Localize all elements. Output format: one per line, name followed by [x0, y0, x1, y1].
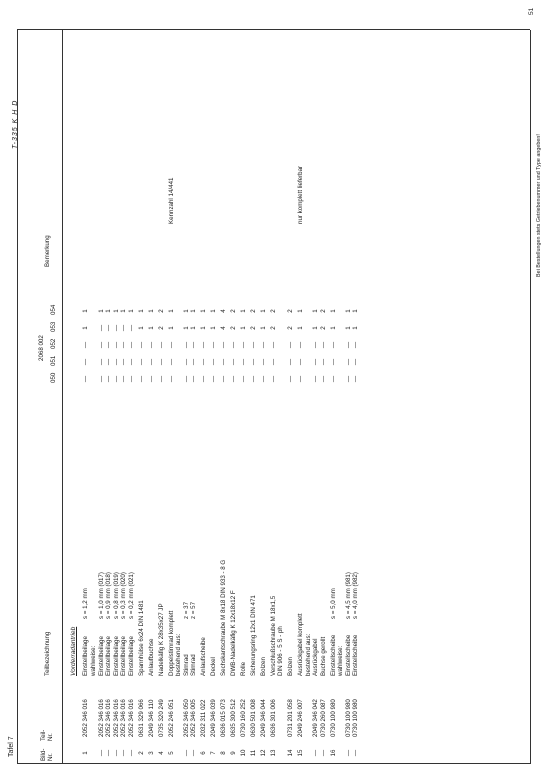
row-qty-054: 1 [352, 309, 360, 313]
row-qty-052: — [182, 341, 190, 349]
row-qty-051: — [319, 358, 327, 366]
row-qty-050: — [147, 375, 155, 383]
row-qty-052: — [82, 341, 90, 349]
row-teilbezeichnung: DIN 906 - 5 S - ph [277, 626, 285, 676]
row-bild-nr: 13 [269, 749, 277, 757]
section-title: Vorderradantrieb [70, 626, 77, 676]
row-spec: s = 4,0 mm (982) [352, 572, 360, 619]
row-qty-054: 1 [329, 309, 337, 313]
row-teilbezeichnung: Bolzen [287, 657, 295, 676]
row-qty-054: 1 [147, 309, 155, 313]
row-qty-052: — [167, 341, 175, 349]
row-qty-052: — [190, 341, 198, 349]
row-qty-052: — [239, 341, 247, 349]
row-teil-nr: 2049 346 039 [210, 699, 218, 737]
row-bild-nr: — [97, 749, 105, 757]
row-bild-nr: — [312, 749, 320, 757]
row-qty-054: 1 [97, 309, 105, 313]
row-qty-050: — [239, 375, 247, 383]
row-qty-054: 1 [239, 309, 247, 313]
table-bottom-rule [530, 30, 531, 764]
row-qty-053: 1 [137, 326, 145, 330]
row-qty-050: — [210, 375, 218, 383]
row-qty-054: 1 [137, 309, 145, 313]
row-teil-nr: 0730 260 087 [319, 699, 327, 737]
row-bemerkung: Kennzahl 14/441 [167, 177, 175, 224]
row-bild-nr: 1 [82, 751, 90, 755]
row-bild-nr: 2 [137, 751, 145, 755]
row-teil-nr: 2052 246 051 [167, 699, 175, 737]
row-teilbezeichnung: DWB-Nadelkäfig K 12x18x12 F [229, 590, 237, 676]
row-qty-050: — [352, 375, 360, 383]
header-col-051: 051 [50, 355, 57, 366]
row-spec: s = 0,9 mm (018) [105, 572, 113, 619]
row-teil-nr: 0730 100 980 [329, 699, 337, 737]
row-qty-053: 2 [249, 326, 257, 330]
row-bild-nr: 16 [329, 749, 337, 757]
row-qty-050: — [200, 375, 208, 383]
document-title: T-335 K H D [12, 99, 19, 149]
table-top-rule [17, 30, 18, 764]
row-teilbezeichnung: wahlweise: [337, 645, 345, 676]
row-qty-054: 1 [167, 309, 175, 313]
row-qty-052: — [105, 341, 113, 349]
row-teil-nr: 2049 346 044 [259, 699, 267, 737]
page-number: 51 [528, 7, 535, 15]
row-teilbezeichnung: Einstellbeilage [82, 636, 90, 676]
row-qty-054: 1 [344, 309, 352, 313]
row-teilbezeichnung: Ausrückgabel [312, 638, 320, 676]
row-qty-054: 1 [200, 309, 208, 313]
row-bild-nr: 5 [167, 751, 175, 755]
row-qty-054: 4 [220, 309, 227, 313]
row-teil-nr: 2032 311 022 [200, 699, 208, 737]
row-qty-050: — [269, 375, 277, 383]
row-qty-053: 2 [229, 326, 237, 330]
row-qty-050: — [167, 375, 175, 383]
row-teilbezeichnung: Einstellbeilage [112, 636, 120, 676]
row-qty-054: 1 [210, 309, 218, 313]
row-qty-053: 1 [167, 326, 175, 330]
row-spec: s = 5,0 mm [329, 588, 337, 619]
row-teilbezeichnung: Buchse gerollt [319, 636, 327, 676]
row-qty-052: — [200, 341, 208, 349]
row-teil-nr: 0731 201 058 [287, 699, 295, 737]
row-teilbezeichnung: Anlaufbuchse [147, 638, 155, 676]
row-qty-054: 1 [190, 309, 198, 313]
row-qty-054: 1 [120, 309, 128, 313]
header-bemerkung: Bemerkung [44, 235, 51, 267]
header-col-054: 054 [50, 304, 57, 315]
row-qty-053: 1 [200, 326, 208, 330]
row-qty-053: 1 [312, 326, 320, 330]
row-bild-nr: 10 [239, 749, 247, 757]
table-left-rule [17, 763, 530, 764]
row-qty-053: — [105, 324, 113, 332]
row-qty-053: 1 [259, 326, 267, 330]
row-qty-050: — [97, 375, 105, 383]
row-qty-052: — [127, 341, 135, 349]
row-bild-nr: 12 [259, 749, 267, 757]
row-teil-nr: 0636 301 006 [269, 699, 277, 737]
row-teil-nr: 0730 100 980 [344, 699, 352, 737]
row-teilbezeichnung: Einstellbeilage [120, 636, 128, 676]
row-teilbezeichnung: Einstellscheibe [344, 634, 352, 676]
row-qty-053: — [120, 324, 128, 332]
row-bild-nr: — [105, 749, 113, 757]
row-teilbezeichnung: Sechskantschraube M 8x18 DIN 933 - 8 G [220, 559, 227, 676]
header-group: 2068 002 [38, 335, 45, 361]
row-qty-054: 1 [82, 309, 90, 313]
row-qty-053: — [97, 324, 105, 332]
row-qty-051: — [97, 358, 105, 366]
row-spec: s = 1,0 mm (017) [97, 572, 105, 619]
row-qty-051: — [210, 358, 218, 366]
row-teilbezeichnung: Stirnrad [190, 654, 198, 676]
row-teilbezeichnung: Anlaufscheibe [200, 637, 208, 676]
row-qty-053: 2 [157, 326, 165, 330]
row-teilbezeichnung: Stirnrad [182, 654, 190, 676]
row-spec: s = 0,3 mm (020) [120, 572, 128, 619]
header-bild-nr-line2: Nr. [47, 753, 54, 761]
table-right-rule [17, 29, 530, 30]
footnote: Bei Bestellungen stets Getriebenummer und Type angeben! [536, 134, 542, 277]
row-qty-050: — [127, 375, 135, 383]
row-qty-052: — [229, 341, 237, 349]
row-bild-nr: — [127, 749, 135, 757]
row-qty-052: — [120, 341, 128, 349]
row-bemerkung: nur komplett lieferbar [297, 165, 305, 224]
row-teil-nr: 2052 346 016 [105, 699, 113, 737]
row-qty-051: — [220, 358, 227, 366]
header-col-052: 052 [50, 338, 57, 349]
row-qty-052: — [312, 341, 320, 349]
row-qty-050: — [319, 375, 327, 383]
row-qty-052: — [329, 341, 337, 349]
row-qty-050: — [312, 375, 320, 383]
row-teilbezeichnung: Einstellbeilage [97, 636, 105, 676]
row-teilbezeichnung: wahlweise: [89, 645, 97, 676]
row-qty-052: — [220, 341, 227, 349]
row-qty-051: — [112, 358, 120, 366]
row-teil-nr: 2052 346 005 [190, 699, 198, 737]
row-qty-053: 1 [344, 326, 352, 330]
row-qty-051: — [259, 358, 267, 366]
row-teil-nr: 2052 346 016 [97, 699, 105, 737]
row-qty-052: — [97, 341, 105, 349]
row-bild-nr: — [112, 749, 120, 757]
row-qty-053: — [127, 324, 135, 332]
row-teilbezeichnung: Ausrückgabel komplett [297, 613, 305, 676]
row-teilbezeichnung: Sicherungsring 12x1 DIN 471 [249, 595, 257, 676]
row-qty-053: 4 [220, 326, 227, 330]
row-teil-nr: 0730 160 252 [239, 699, 247, 737]
row-qty-051: — [239, 358, 247, 366]
row-bild-nr: 11 [249, 749, 257, 757]
row-qty-054: 2 [269, 309, 277, 313]
row-bild-nr: — [344, 749, 352, 757]
row-spec: z = 57 [190, 601, 198, 619]
row-qty-050: — [259, 375, 267, 383]
row-qty-052: — [259, 341, 267, 349]
row-qty-051: — [120, 358, 128, 366]
row-teilbezeichnung: Einstellscheibe [329, 634, 337, 676]
row-qty-050: — [220, 375, 227, 383]
row-qty-051: — [127, 358, 135, 366]
header-teil-nr-line1: Teil- [40, 729, 47, 741]
row-teilbezeichnung: Rolle [239, 661, 247, 676]
row-teil-nr: 0730 100 980 [352, 699, 360, 737]
row-qty-053: 2 [269, 326, 277, 330]
header-bottom-rule [62, 30, 63, 764]
header-teilbezeichnung: Teilbezeichnung [44, 631, 51, 676]
row-qty-054: 1 [312, 309, 320, 313]
row-bild-nr: — [120, 749, 128, 757]
row-qty-054: 2 [287, 309, 295, 313]
row-qty-054: 1 [127, 309, 135, 313]
row-bild-nr: — [352, 749, 360, 757]
row-qty-052: — [137, 341, 145, 349]
row-qty-051: — [182, 358, 190, 366]
row-spec: s = 0,2 mm (021) [127, 572, 135, 619]
row-bild-nr: — [190, 749, 198, 757]
row-teilbezeichnung: Nadelkäfig K 28x35x27 JP [157, 603, 165, 676]
row-teil-nr: 0630 501 008 [249, 699, 257, 737]
row-teil-nr: 2052 346 016 [82, 699, 90, 737]
row-qty-054: 1 [105, 309, 113, 313]
row-qty-053: 2 [287, 326, 295, 330]
row-qty-054: 2 [229, 309, 237, 313]
row-qty-050: — [82, 375, 90, 383]
row-qty-051: — [269, 358, 277, 366]
row-qty-050: — [297, 375, 305, 383]
row-spec: s = 4,5 mm (981) [344, 572, 352, 619]
row-qty-051: — [167, 358, 175, 366]
header-teil-nr-line2: Nr. [47, 733, 54, 741]
row-qty-051: — [249, 358, 257, 366]
row-qty-050: — [157, 375, 165, 383]
row-qty-051: — [344, 358, 352, 366]
row-qty-051: — [147, 358, 155, 366]
row-qty-052: — [344, 341, 352, 349]
row-qty-051: — [229, 358, 237, 366]
row-teilbezeichnung: bestehend aus: [175, 633, 183, 676]
row-bild-nr: 14 [287, 749, 295, 757]
row-qty-050: — [229, 375, 237, 383]
row-qty-052: — [249, 341, 257, 349]
row-qty-054: 1 [182, 309, 190, 313]
row-qty-053: 1 [329, 326, 337, 330]
row-teil-nr: 2052 346 016 [127, 699, 135, 737]
row-qty-051: — [82, 358, 90, 366]
row-qty-052: — [352, 341, 360, 349]
row-qty-051: — [105, 358, 113, 366]
row-bild-nr: 7 [210, 751, 218, 755]
row-teilbezeichnung: Bolzen [259, 657, 267, 676]
row-teil-nr: 2052 346 016 [120, 699, 128, 737]
row-bild-nr: 4 [157, 751, 165, 755]
row-qty-052: — [112, 341, 120, 349]
row-qty-051: — [352, 358, 360, 366]
row-qty-051: — [157, 358, 165, 366]
row-qty-052: — [319, 341, 327, 349]
row-qty-051: — [137, 358, 145, 366]
row-qty-050: — [182, 375, 190, 383]
row-qty-053: — [112, 324, 120, 332]
row-qty-053: 1 [82, 326, 90, 330]
row-bild-nr: 8 [220, 751, 227, 755]
row-qty-050: — [249, 375, 257, 383]
row-bild-nr: — [319, 749, 327, 757]
row-teil-nr: 0631 329 066 [137, 699, 145, 737]
row-qty-050: — [112, 375, 120, 383]
row-bild-nr: — [182, 749, 190, 757]
header-bild-nr-line1: Bild- [40, 748, 47, 761]
row-teil-nr: 0735 320 249 [157, 699, 165, 737]
row-qty-053: 1 [352, 326, 360, 330]
row-qty-051: — [200, 358, 208, 366]
row-bild-nr: 9 [229, 751, 237, 755]
row-qty-052: — [210, 341, 218, 349]
row-bild-nr: 15 [297, 749, 305, 757]
header-col-053: 053 [50, 321, 57, 332]
row-qty-050: — [329, 375, 337, 383]
row-teilbezeichnung: Doppelstirnrad komplett [167, 610, 175, 676]
row-qty-053: 1 [239, 326, 247, 330]
row-qty-054: 1 [112, 309, 120, 313]
row-qty-054: 1 [259, 309, 267, 313]
row-teil-nr: 2049 346 110 [147, 699, 155, 737]
row-qty-052: — [287, 341, 295, 349]
row-qty-050: — [137, 375, 145, 383]
row-teil-nr: 2052 346 050 [182, 699, 190, 737]
row-spec: z = 37 [182, 601, 190, 619]
row-teil-nr: 0636 015 073 [220, 699, 227, 737]
row-qty-050: — [190, 375, 198, 383]
row-spec: s = 0,8 mm (019) [112, 572, 120, 619]
row-bild-nr: 3 [147, 751, 155, 755]
row-qty-051: — [287, 358, 295, 366]
row-qty-052: — [269, 341, 277, 349]
row-teilbezeichnung: Einstellbeilage [105, 636, 113, 676]
row-teilbezeichnung: Spannhülse 6x24 DIN 1481 [137, 600, 145, 676]
row-qty-054: 2 [157, 309, 165, 313]
tafel-label: Tafel 7 [8, 736, 15, 757]
row-qty-053: 1 [182, 326, 190, 330]
row-teilbezeichnung: bestehend aus: [304, 633, 312, 676]
row-teil-nr: 2049 346 042 [312, 699, 320, 737]
row-spec: s = 1,2 mm [82, 588, 90, 619]
row-qty-051: — [297, 358, 305, 366]
row-qty-050: — [287, 375, 295, 383]
row-teilbezeichnung: Einstellscheibe [352, 634, 360, 676]
row-qty-051: — [329, 358, 337, 366]
row-teilbezeichnung: Deckel [210, 657, 218, 676]
row-qty-053: 1 [147, 326, 155, 330]
row-teil-nr: 2049 246 007 [297, 699, 305, 737]
row-qty-051: — [312, 358, 320, 366]
row-teil-nr: 0635 300 512 [229, 699, 237, 737]
row-qty-050: — [344, 375, 352, 383]
row-qty-053: 2 [319, 326, 327, 330]
row-qty-052: — [147, 341, 155, 349]
row-qty-054: 2 [319, 309, 327, 313]
row-bild-nr: 6 [200, 751, 208, 755]
row-qty-050: — [105, 375, 113, 383]
row-qty-050: — [120, 375, 128, 383]
row-qty-052: — [157, 341, 165, 349]
row-qty-054: 2 [249, 309, 257, 313]
row-teilbezeichnung: Einstellbeilage [127, 636, 135, 676]
row-qty-053: 1 [190, 326, 198, 330]
row-teil-nr: 2052 346 016 [112, 699, 120, 737]
row-qty-051: — [190, 358, 198, 366]
row-qty-053: 1 [210, 326, 218, 330]
row-teilbezeichnung: Verschlußschraube M 18x1,5 [269, 595, 277, 676]
row-qty-054: 1 [297, 309, 305, 313]
header-col-050: 050 [50, 372, 57, 383]
row-qty-052: — [297, 341, 305, 349]
row-qty-053: 1 [297, 326, 305, 330]
